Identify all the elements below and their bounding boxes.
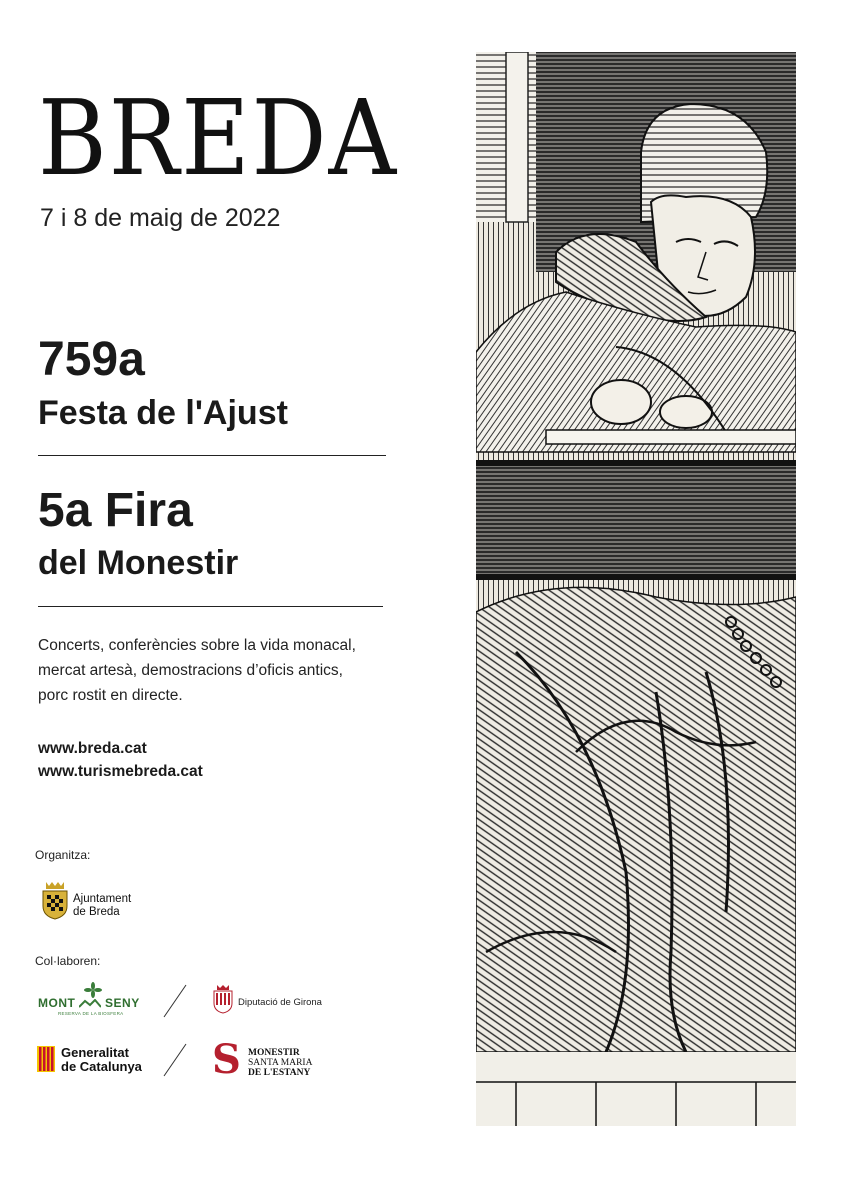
event-date: 7 i 8 de maig de 2022	[40, 204, 281, 232]
generalitat-flag-icon	[37, 1046, 55, 1072]
generalitat-logo-text: Generalitat de Catalunya	[61, 1045, 142, 1074]
event-2-name: del Monestir	[38, 544, 239, 582]
diputacio-logo-text: Diputació de Girona	[238, 997, 322, 1008]
event-1-name: Festa de l'Ajust	[38, 394, 288, 432]
ajuntament-breda-logo-text: Ajuntament de Breda	[73, 893, 132, 918]
organizer-label: Organitza:	[35, 848, 91, 862]
montseny-logo: MONT SENY RESERVA DE LA BIOSFERA	[38, 982, 148, 1018]
collaborators-label: Col·laboren:	[35, 954, 101, 968]
separator-slash	[162, 1043, 188, 1077]
poster-title: BREDA	[38, 77, 399, 199]
breda-coat-of-arms-icon	[40, 880, 70, 920]
diputacio-coat-of-arms-icon	[212, 984, 234, 1014]
web-links	[38, 737, 203, 783]
monestir-s-icon: S	[212, 1036, 241, 1083]
divider	[38, 455, 386, 456]
event-2-number: 5a Fira	[38, 484, 193, 537]
link-breda[interactable]: www.breda.cat	[38, 740, 147, 757]
monk-scribe-engraving	[476, 52, 796, 1126]
monestir-logo-text: MONESTIR SANTA MARIA DE L'ESTANY	[248, 1048, 313, 1078]
divider	[38, 606, 383, 607]
event-description: Concerts, conferències sobre la vida monacal, mercat artesà, demostracions d’oficis antics, porc rostit en directe.	[38, 637, 356, 704]
event-1-number: 759a	[38, 333, 145, 386]
link-turismebreda[interactable]: www.turismebreda.cat	[38, 763, 203, 780]
separator-slash	[162, 984, 188, 1018]
